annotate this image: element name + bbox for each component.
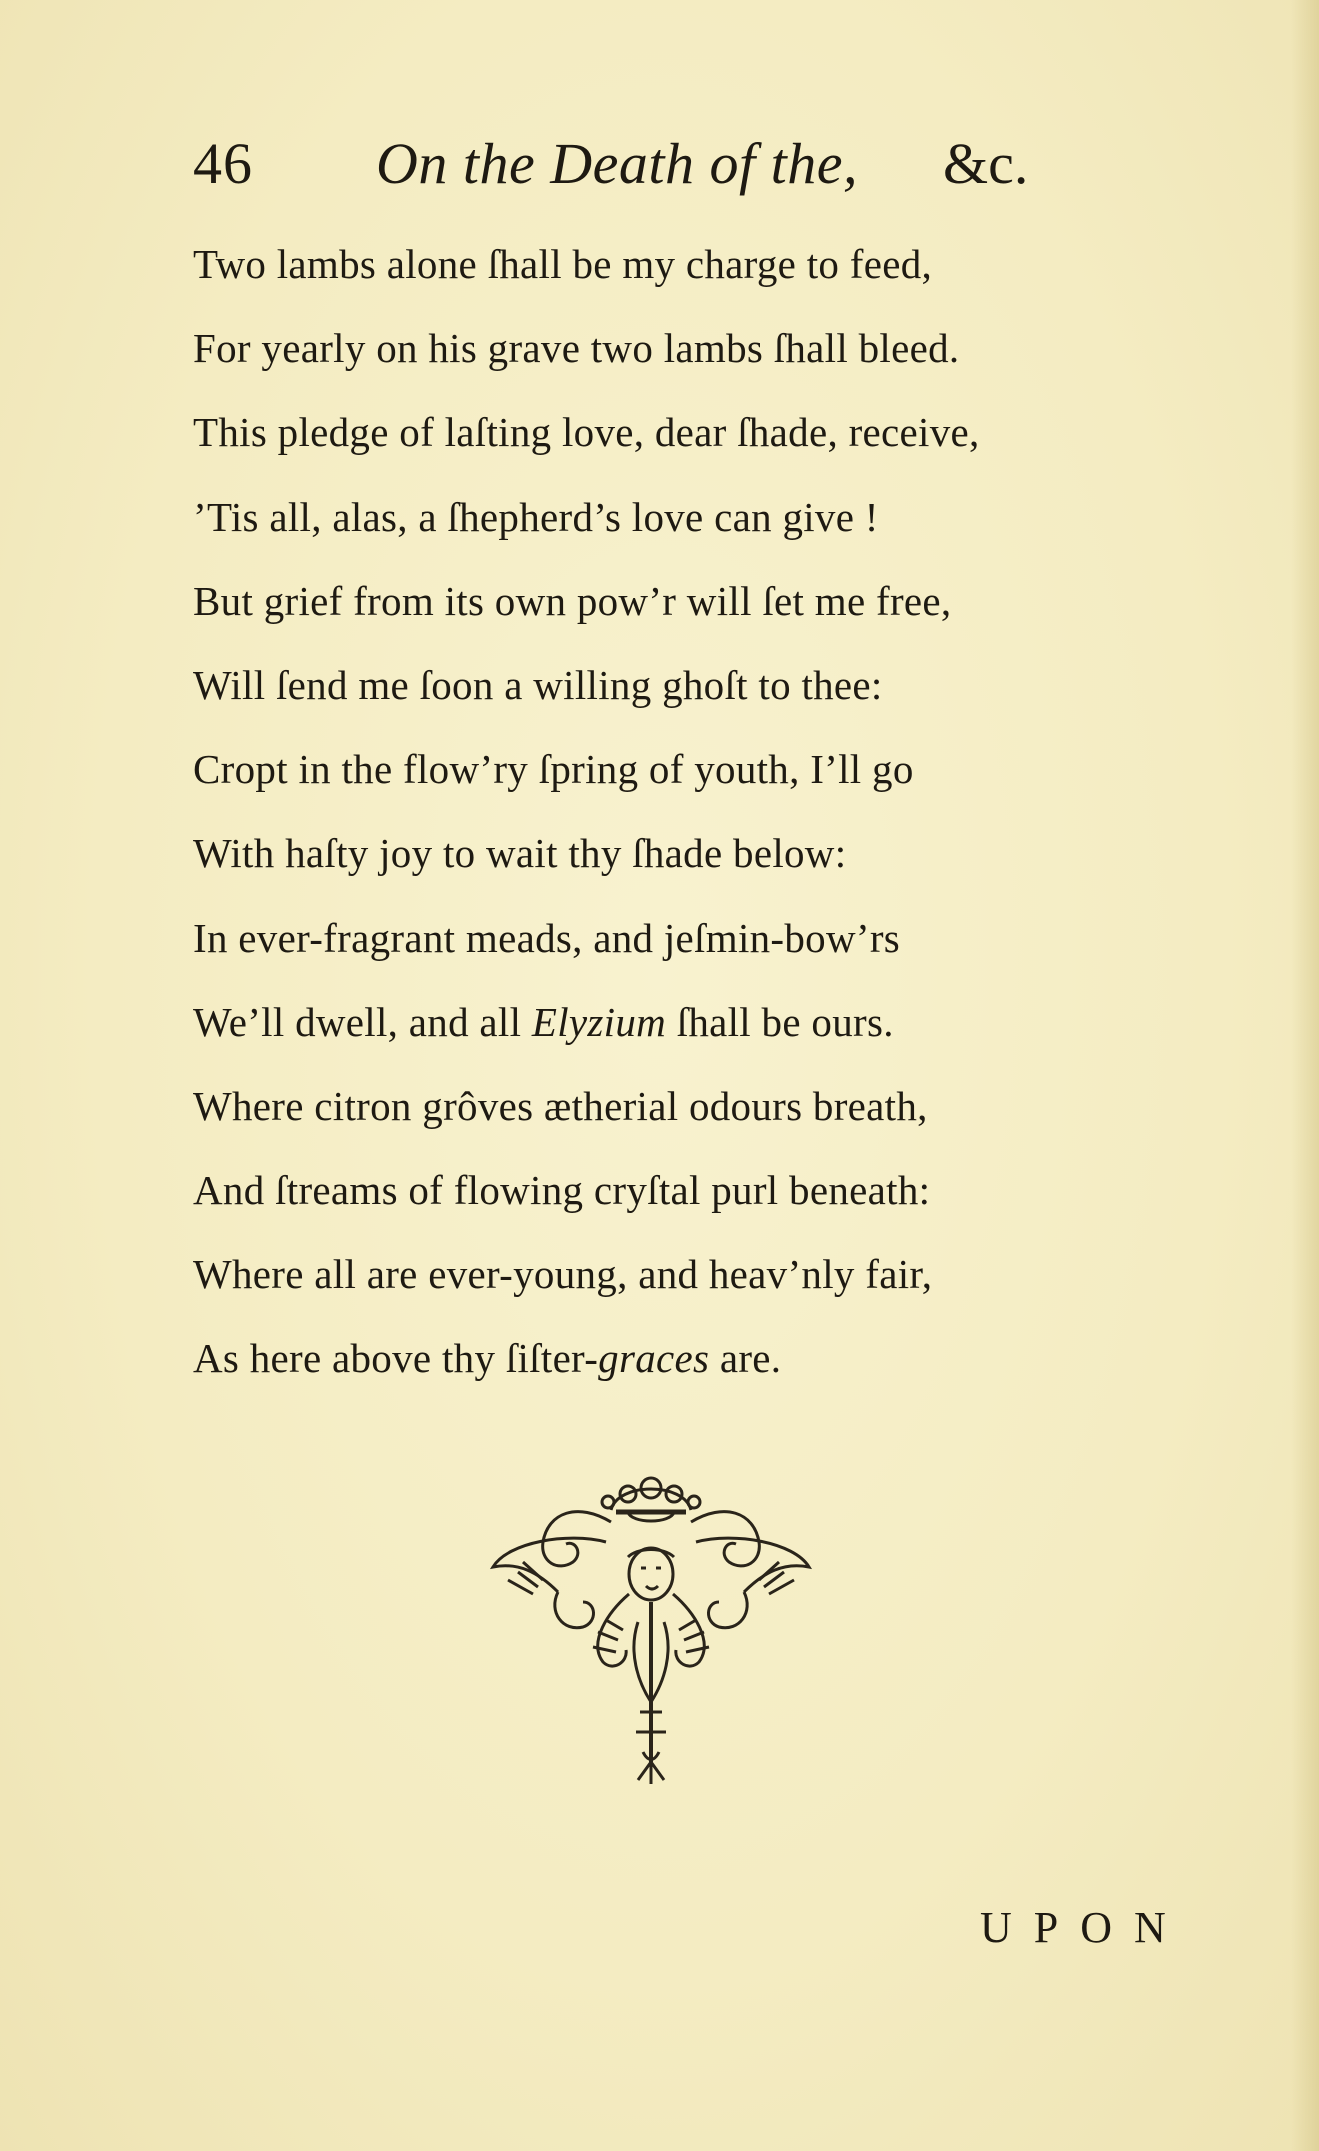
poem-line-text: Cropt in the flow’ry ſpring of youth, I’ll go — [193, 746, 914, 793]
poem-line — [193, 896, 1193, 980]
catchword: UPON — [980, 1903, 1188, 1952]
poem-line — [193, 643, 1193, 727]
poem-line-text: are. — [709, 1335, 782, 1382]
poem-line-text: As here above thy ſiſter- — [193, 1335, 599, 1382]
poem-line-text: This pledge of laſting love, dear ſhade, receive, — [193, 409, 980, 456]
poem-line — [193, 1232, 1193, 1316]
running-header — [193, 124, 1053, 204]
running-title: On the Death of the, — [376, 131, 858, 196]
poem-line-text: For yearly on his grave two lambs ſhall bleed. — [193, 325, 960, 372]
poem-line-text: But grief from its own pow’r will ſet me free, — [193, 577, 952, 624]
running-title-etc: &c. — [943, 131, 1029, 196]
poem-line-text: With haſty joy to wait thy ſhade below: — [193, 830, 847, 877]
poem-text — [193, 222, 1193, 1401]
poem-line-text: ſhall be ours. — [666, 998, 894, 1045]
poem-line — [193, 559, 1193, 643]
poem-line — [193, 306, 1193, 390]
poem-line-text: Two lambs alone ſhall be my charge to feed, — [193, 241, 933, 287]
poem-line-text: We’ll dwell, and all — [193, 998, 532, 1045]
page-edge-shadow — [1291, 0, 1319, 2151]
poem-line — [193, 1316, 1193, 1400]
poem-line — [193, 727, 1193, 811]
poem-line — [193, 980, 1193, 1064]
poem-line — [193, 475, 1193, 559]
poem-line-text: Will ſend me ſoon a willing ghoſt to thee: — [193, 661, 883, 708]
poem-line — [193, 222, 1193, 306]
poem-line-italic-text: graces — [598, 1335, 710, 1382]
floral-vignette-icon — [488, 1462, 814, 1788]
poem-line-text: In ever-fragrant meads, and jeſmin-bow’rs — [193, 914, 901, 961]
poem-line — [193, 390, 1193, 474]
poem-line-text: Where all are ever-young, and heav’nly fair, — [193, 1251, 933, 1298]
poem-line-text: ’Tis all, alas, a ſhepherd’s love can give ! — [193, 493, 879, 540]
page-number: 46 — [193, 131, 253, 196]
poem-line — [193, 811, 1193, 895]
poem-line — [193, 1148, 1193, 1232]
poem-line-italic-text: Elyzium — [531, 998, 667, 1045]
poem-line-text: Where citron grôves ætherial odours breath, — [193, 1082, 928, 1129]
poem-line-text: And ſtreams of flowing cryſtal purl beneath: — [193, 1167, 931, 1214]
poem-line — [193, 1064, 1193, 1148]
